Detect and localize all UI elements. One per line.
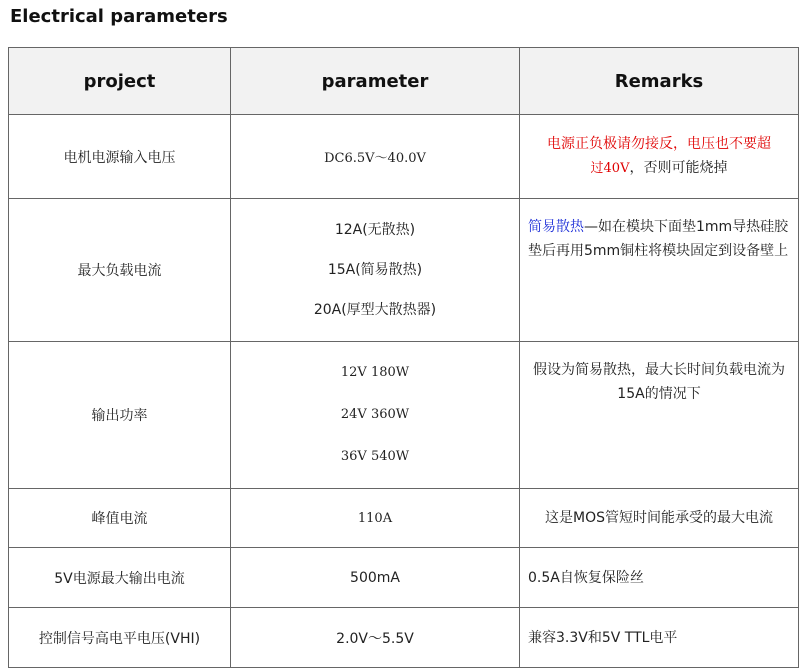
remark-warning-text: 电源正负极请勿接反，电压也不要超	[547, 136, 771, 152]
table-row	[9, 608, 799, 668]
parameter-line: 12A(无散热)	[334, 222, 416, 238]
table-row	[9, 548, 799, 608]
cell-project: 输出功率	[9, 342, 231, 489]
cell-project: 电机电源输入电压	[9, 115, 231, 199]
table-row	[9, 199, 799, 342]
cell-remark	[520, 199, 799, 342]
header-parameter: parameter	[231, 48, 520, 115]
header-project: project	[9, 48, 231, 115]
cell-project: 最大负载电流	[9, 199, 231, 342]
cell-project: 峰值电流	[9, 489, 231, 548]
remark-warning-voltage: 过40V	[590, 161, 630, 176]
cell-remark: 假设为简易散热，最大长时间负载电流为15A的情况下	[520, 342, 799, 489]
parameter-line: 12V 180W	[340, 365, 410, 380]
electrical-parameters-table	[8, 47, 799, 668]
header-remarks: Remarks	[520, 48, 799, 115]
cell-project: 5V电源最大输出电流	[9, 548, 231, 608]
parameter-line: 36V 540W	[340, 449, 410, 464]
page-title: Electrical parameters	[10, 6, 228, 27]
cell-remark	[520, 115, 799, 199]
parameter-line: 24V 360W	[340, 407, 410, 422]
cell-parameter: 500mA	[231, 548, 520, 608]
parameter-line: 20A(厚型大散热器)	[313, 302, 437, 318]
cell-project: 控制信号高电平电压(VHI)	[9, 608, 231, 668]
cell-parameter	[231, 199, 520, 342]
table-row	[9, 342, 799, 489]
cell-remark: 兼容3.3V和5V TTL电平	[520, 608, 799, 668]
cell-parameter: DC6.5V～40.0V	[231, 115, 520, 199]
cell-parameter: 2.0V～5.5V	[231, 608, 520, 668]
cell-remark: 0.5A自恢复保险丝	[520, 548, 799, 608]
remark-highlight: 简易散热	[528, 219, 584, 235]
table-row	[9, 115, 799, 199]
remark-text: —如在模块下面垫1mm导热硅胶垫后再用5mm铜柱将模块固定到设备壁上	[528, 219, 789, 259]
parameter-line: 15A(简易散热)	[327, 262, 423, 278]
cell-parameter: 110A	[231, 489, 520, 548]
cell-parameter	[231, 342, 520, 489]
table-header-row	[9, 48, 799, 115]
remark-text: ，否则可能烧掉	[629, 160, 728, 176]
cell-remark: 这是MOS管短时间能承受的最大电流	[520, 489, 799, 548]
table-row	[9, 489, 799, 548]
